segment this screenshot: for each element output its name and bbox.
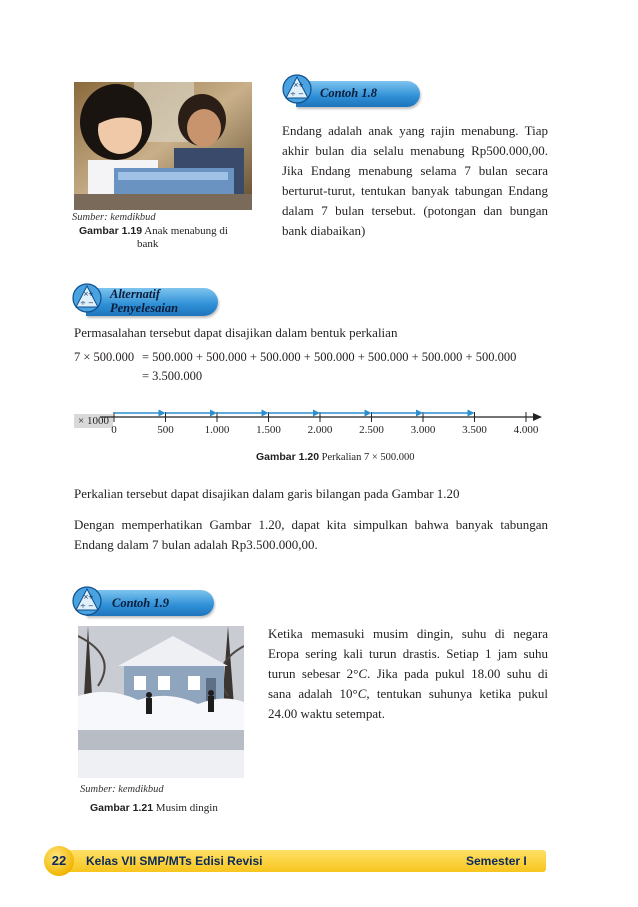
figure-120-caption bbox=[256, 451, 415, 463]
figure-121-source: Sumber: kemdikbud bbox=[80, 784, 164, 795]
svg-text:÷: ÷ bbox=[290, 90, 296, 98]
equation-right: = 500.000 + 500.000 + 500.000 + 500.000 + 500.000 + 500.000 + 500.000 bbox=[142, 350, 517, 364]
alternatif-title-line1: Alternatif bbox=[110, 287, 161, 301]
svg-text:×: × bbox=[83, 290, 89, 298]
svg-text:−: − bbox=[88, 602, 94, 610]
math-symbols-icon bbox=[72, 283, 102, 313]
number-line-tick-label: 1.000 bbox=[204, 424, 230, 436]
figure-121-caption-text: Musim dingin bbox=[155, 802, 218, 814]
number-line-tick-label: 2.500 bbox=[359, 424, 384, 436]
number-line-tick-label: 2.000 bbox=[307, 424, 333, 436]
number-line-tick-label: 0 bbox=[111, 424, 117, 436]
number-line-tick-label: 3.500 bbox=[462, 424, 487, 436]
jump-arrowhead bbox=[313, 410, 320, 417]
figure-120-caption-text: Perkalian 7 × 500.000 bbox=[321, 452, 415, 463]
contoh-19-text-2: . Jika pada pukul 18.00 suhu di sana adalah 10° bbox=[268, 666, 548, 701]
equation-result: = 3.500.000 bbox=[142, 369, 203, 383]
figure-119-source: Sumber: kemdikbud bbox=[72, 212, 156, 223]
paragraph-2: Dengan memperhatikan Gambar 1.20, dapat kita simpulkan bahwa banyak tabungan Endang dalam 7 bulan adalah Rp3.500.000,00. bbox=[74, 517, 548, 552]
photo-children-bank bbox=[74, 82, 252, 210]
footer-semester: Semester I bbox=[466, 854, 527, 868]
contoh-18-title: Contoh 1.8 bbox=[320, 86, 377, 100]
alternatif-title-line2: Penyelesaian bbox=[110, 301, 179, 315]
figure-119-label: Gambar 1.19 bbox=[79, 225, 143, 237]
jump-arrowhead bbox=[365, 410, 372, 417]
multiplier-label: × 1000 bbox=[74, 414, 113, 428]
number-line-tick-label: 3.000 bbox=[410, 424, 436, 436]
math-symbols-icon bbox=[72, 586, 102, 616]
svg-text:×: × bbox=[293, 81, 299, 89]
svg-text:×: × bbox=[83, 593, 89, 601]
page-number: 22 bbox=[44, 846, 74, 876]
svg-text:÷: ÷ bbox=[80, 299, 86, 307]
contoh-19-text-1: Ketika memasuki musim dingin, suhu di negara Eropa sering kali turun drastis. Setiap 1 jam suhu turun sebesar 2° bbox=[268, 626, 548, 681]
footer-book-title: Kelas VII SMP/MTs Edisi Revisi bbox=[86, 854, 263, 868]
svg-text:−: − bbox=[88, 299, 94, 307]
paragraph-1: Perkalian tersebut dapat disajikan dalam garis bilangan pada Gambar 1.20 bbox=[74, 486, 460, 501]
photo-winter-house-illustration bbox=[78, 626, 244, 778]
svg-text:+: + bbox=[88, 593, 94, 601]
photo-winter-house bbox=[78, 626, 244, 778]
figure-121-caption bbox=[90, 802, 218, 814]
jump-arrowhead bbox=[210, 410, 217, 417]
alternatif-intro: Permasalahan tersebut dapat disajikan dalam bentuk perkalian bbox=[74, 325, 398, 340]
jump-arrowhead bbox=[416, 410, 423, 417]
svg-text:+: + bbox=[298, 81, 304, 89]
contoh-19-title: Contoh 1.9 bbox=[112, 596, 169, 610]
contoh-19-text bbox=[268, 624, 548, 724]
number-line-tick-label: 1.500 bbox=[256, 424, 281, 436]
svg-text:−: − bbox=[298, 90, 304, 98]
figure-119-caption bbox=[79, 225, 259, 251]
figure-120-label: Gambar 1.20 bbox=[256, 451, 320, 463]
math-symbols-icon bbox=[282, 74, 312, 104]
jump-arrowhead bbox=[262, 410, 269, 417]
number-line-arrowhead bbox=[533, 413, 542, 421]
contoh-18-text: Endang adalah anak yang rajin menabung. Tiap akhir bulan dia selalu menabung Rp500.000,00. Jika Endang menabung selama 7 bulan secara berturut-turut, tentukan banyak tabungan Endang dalam 7 bulan tersebut. (potongan dan bungan bank diabaikan) bbox=[282, 123, 548, 238]
number-line-ticks bbox=[100, 424, 550, 440]
equation-left: 7 × 500.000 bbox=[74, 350, 135, 364]
unit-celsius-1: C bbox=[358, 666, 367, 681]
jump-arrowhead bbox=[159, 410, 166, 417]
alternatif-title bbox=[110, 287, 178, 315]
svg-text:+: + bbox=[88, 290, 94, 298]
svg-text:÷: ÷ bbox=[80, 602, 86, 610]
jump-arrowhead bbox=[468, 410, 475, 417]
photo-children-bank-illustration bbox=[74, 82, 252, 210]
contoh-19-text-3: , tentukan suhunya ketika pukul 24.00 waktu setempat. bbox=[268, 686, 548, 721]
figure-121-label: Gambar 1.21 bbox=[90, 802, 154, 814]
figure-119-caption-text: Anak menabung di bbox=[144, 225, 228, 237]
unit-celsius-2: C bbox=[357, 686, 367, 701]
figure-119-caption-text-2: bank bbox=[137, 238, 159, 250]
number-line-tick-label: 4.000 bbox=[513, 424, 539, 436]
number-line-tick-label: 500 bbox=[157, 424, 174, 436]
